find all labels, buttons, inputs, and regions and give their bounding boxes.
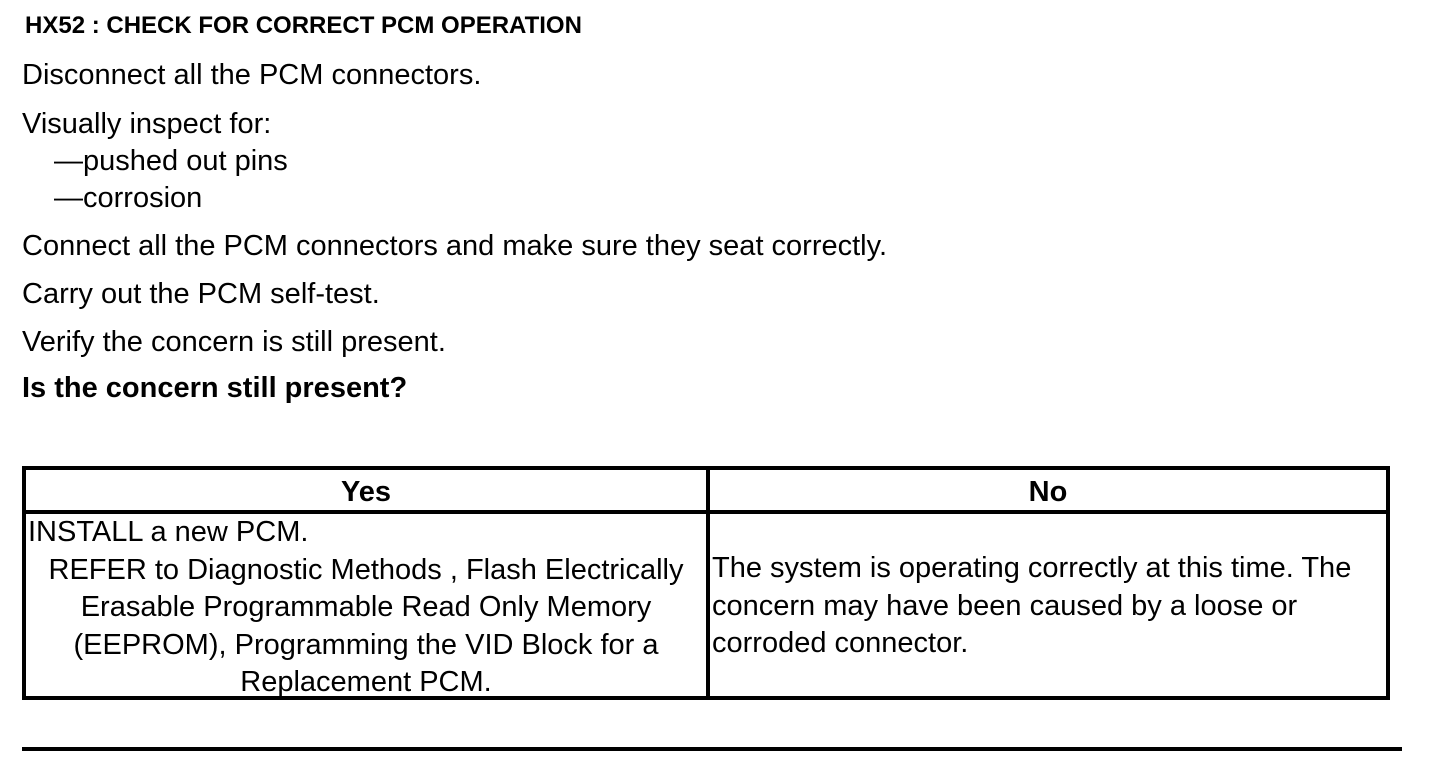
inspect-item-pushed-out-pins: —pushed out pins (54, 145, 288, 177)
yes-header: Yes (341, 476, 391, 508)
result-table (22, 466, 1390, 700)
step-self-test: Carry out the PCM self-test. (22, 278, 380, 310)
bottom-rule (22, 747, 1402, 751)
step-inspect: Visually inspect for: (22, 108, 272, 140)
question: Is the concern still present? (22, 372, 408, 404)
inspect-item-corrosion: —corrosion (54, 182, 203, 214)
step-verify: Verify the concern is still present. (22, 326, 446, 358)
step-connect: Connect all the PCM connectors and make sure they seat correctly. (22, 230, 888, 262)
step-disconnect: Disconnect all the PCM connectors. (22, 59, 482, 91)
yes-cell (28, 514, 704, 702)
no-cell: The system is operating correctly at this time. The concern may have been caused by a loose or corroded connector. (712, 552, 1352, 659)
page-title: HX52 : CHECK FOR CORRECT PCM OPERATION (25, 12, 582, 39)
yes-action: INSTALL a new PCM. (28, 516, 309, 548)
yes-reference: REFER to Diagnostic Methods , Flash Electrically Erasable Programmable Read Only Memory (EEPROM), Programming the VID Block for a Replacement PCM. (48, 553, 684, 698)
no-header: No (1028, 476, 1068, 508)
